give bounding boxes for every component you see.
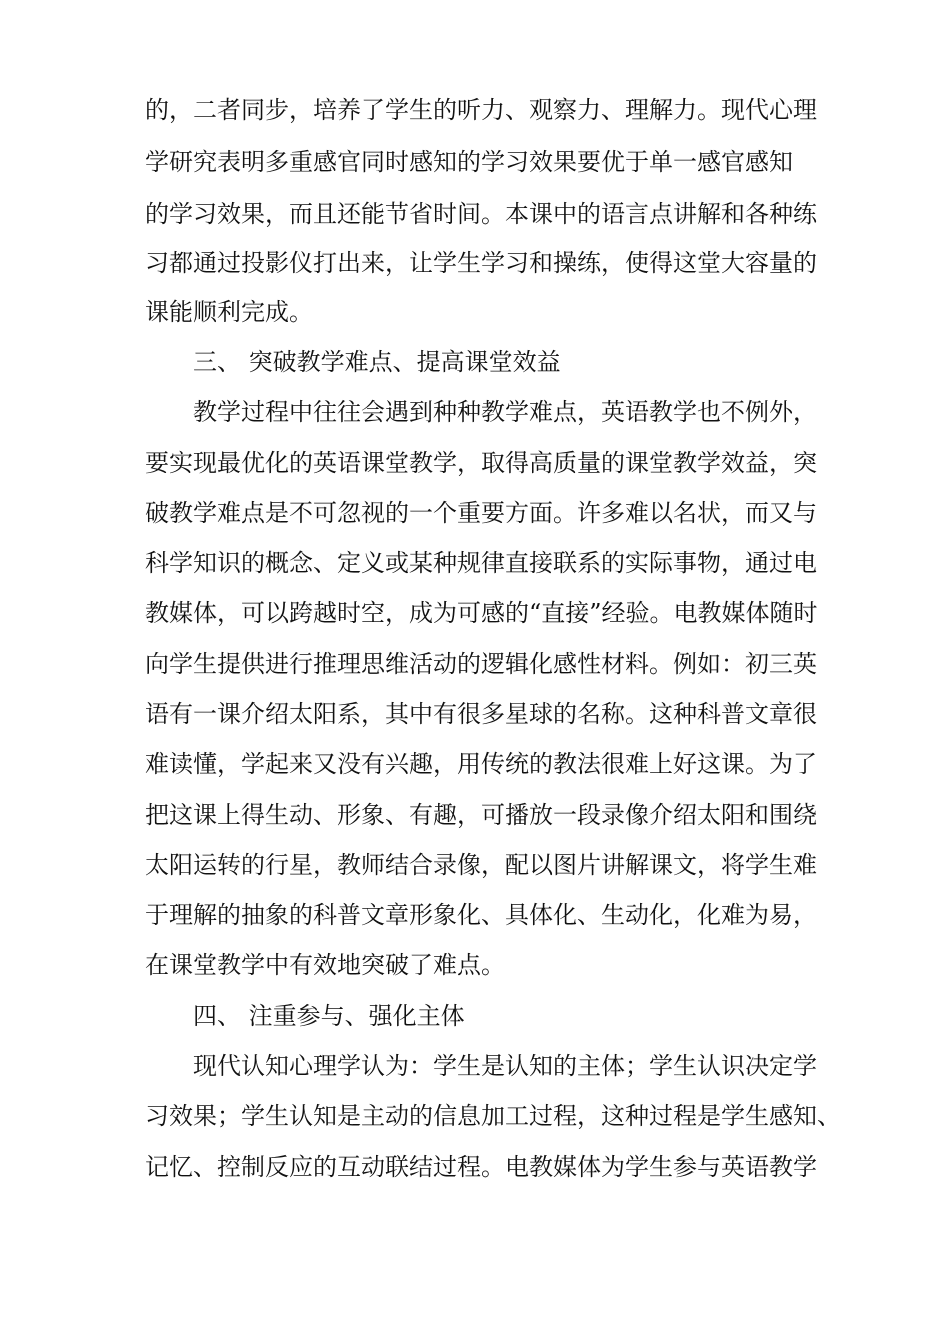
paragraph-line: 向学生提供进行推理思维活动的逻辑化感性材料。例如：初三英 [145, 650, 817, 678]
paragraph-line: 学研究表明多重感官同时感知的学习效果要优于单一感官感知 [145, 148, 793, 176]
paragraph-line: 记忆、控制反应的互动联结过程。电教媒体为学生参与英语教学 [145, 1153, 817, 1181]
section-heading: 三、 突破教学难点、提高课堂效益 [193, 348, 561, 376]
paragraph-line: 教学过程中往往会遇到种种教学难点，英语教学也不例外， [193, 398, 817, 426]
paragraph-line: 要实现最优化的英语课堂教学，取得高质量的课堂教学效益，突 [145, 449, 817, 477]
paragraph-line: 习都通过投影仪打出来，让学生学习和操练，使得这堂大容量的 [145, 249, 817, 277]
paragraph-line: 现代认知心理学认为：学生是认知的主体；学生认识决定学 [193, 1052, 817, 1080]
paragraph-line: 课能顺利完成。 [145, 298, 313, 326]
section-heading: 四、 注重参与、强化主体 [193, 1002, 465, 1030]
paragraph-line: 教媒体，可以跨越时空，成为可感的“直接”经验。电教媒体随时 [145, 599, 818, 627]
paragraph-line: 于理解的抽象的科普文章形象化、具体化、生动化，化难为易， [145, 901, 817, 929]
paragraph-line: 在课堂教学中有效地突破了难点。 [145, 951, 505, 979]
paragraph-line: 破教学难点是不可忽视的一个重要方面。许多难以名状，而又与 [145, 499, 817, 527]
paragraph-line: 的学习效果，而且还能节省时间。本课中的语言点讲解和各种练 [145, 200, 817, 228]
paragraph-line: 科学知识的概念、定义或某种规律直接联系的实际事物，通过电 [145, 549, 817, 577]
paragraph-line: 语有一课介绍太阳系，其中有很多星球的名称。这种科普文章很 [145, 700, 817, 728]
paragraph-line: 习效果；学生认知是主动的信息加工过程，这种过程是学生感知、 [145, 1102, 841, 1130]
paragraph-line: 的，二者同步，培养了学生的听力、观察力、理解力。现代心理 [145, 96, 817, 124]
paragraph-line: 难读懂，学起来又没有兴趣，用传统的教法很难上好这课。为了 [145, 750, 817, 778]
paragraph-line: 把这课上得生动、形象、有趣，可播放一段录像介绍太阳和围绕 [145, 801, 817, 829]
paragraph-line: 太阳运转的行星，教师结合录像，配以图片讲解课文，将学生难 [145, 851, 817, 879]
